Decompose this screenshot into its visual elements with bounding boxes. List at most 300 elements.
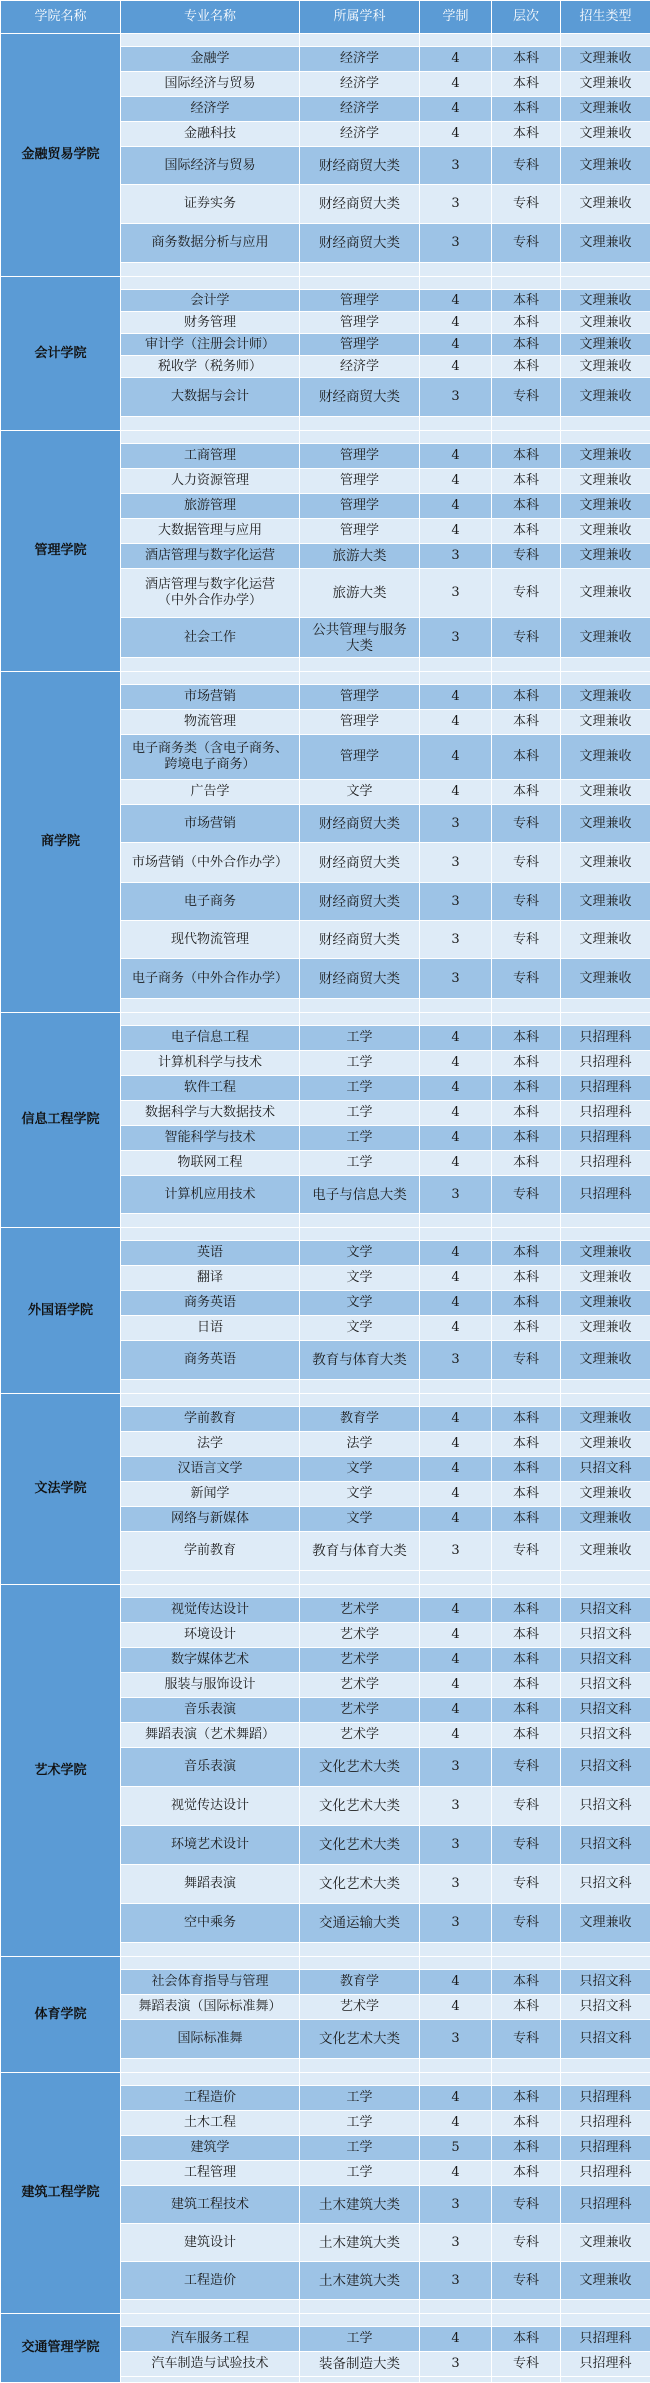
- subject-name: [300, 544, 420, 569]
- major-name-text: 舞蹈表演（艺术舞蹈）: [145, 1727, 275, 1742]
- major-name: [121, 805, 300, 843]
- spacer-cell: [420, 417, 492, 431]
- spacer-cell: [492, 2300, 561, 2314]
- spacer-cell: [561, 431, 650, 444]
- enroll-type: 文理兼收: [561, 1241, 650, 1266]
- level-value: 本科: [492, 1673, 561, 1698]
- spacer-cell: [121, 1013, 300, 1026]
- spacer-cell: [121, 1228, 300, 1241]
- subject-name-text: 工学: [346, 1130, 372, 1145]
- level-value: 专科: [492, 2186, 561, 2224]
- major-name: [121, 1101, 300, 1126]
- subject-name: [300, 1865, 420, 1904]
- college-name: 交通管理学院: [1, 2314, 121, 2383]
- major-name: [121, 1076, 300, 1101]
- subject-name: [300, 519, 420, 544]
- spacer-cell: [561, 1943, 650, 1957]
- spacer-cell: [492, 431, 561, 444]
- years-value: 4: [420, 1623, 492, 1648]
- subject-name: [300, 378, 420, 417]
- subject-name: [300, 122, 420, 147]
- major-name: [121, 569, 300, 618]
- subject-name: [300, 1316, 420, 1341]
- level-value: 本科: [492, 685, 561, 710]
- level-value: 专科: [492, 1176, 561, 1214]
- major-name-text: 大数据管理与应用: [158, 523, 262, 538]
- spacer-cell: [121, 1394, 300, 1407]
- subject-name: [300, 1904, 420, 1943]
- subject-name: [300, 618, 420, 658]
- years-value: 4: [420, 1432, 492, 1457]
- subject-name-text: 艺术学: [340, 1602, 379, 1617]
- years-value: 3: [420, 1904, 492, 1943]
- spacer-cell: [561, 999, 650, 1013]
- subject-name-text: 教育学: [340, 1411, 379, 1426]
- subject-name-text: 工学: [346, 2140, 372, 2155]
- subject-name-text: 文化艺术大类: [319, 1876, 400, 1892]
- subject-name: [300, 1748, 420, 1787]
- enroll-type: 文理兼收: [561, 1904, 650, 1943]
- subject-name-text: 文化艺术大类: [319, 2031, 400, 2047]
- college-name: 体育学院: [1, 1957, 121, 2073]
- major-name: [121, 47, 300, 72]
- years-value: 4: [420, 356, 492, 378]
- enroll-type: 文理兼收: [561, 618, 650, 658]
- header-subject: 所属学科: [300, 1, 420, 34]
- level-value: 本科: [492, 97, 561, 122]
- subject-name-text: 工学: [346, 1155, 372, 1170]
- major-name: [121, 544, 300, 569]
- years-value: 3: [420, 569, 492, 618]
- spacer-cell: [492, 417, 561, 431]
- spacer-cell: [420, 1228, 492, 1241]
- years-value: 4: [420, 1482, 492, 1507]
- subject-name: [300, 1598, 420, 1623]
- subject-name: [300, 1076, 420, 1101]
- enroll-type: 文理兼收: [561, 780, 650, 805]
- major-name: [121, 122, 300, 147]
- subject-name: [300, 1432, 420, 1457]
- major-name: [121, 2161, 300, 2186]
- subject-name-text: 艺术学: [340, 1627, 379, 1642]
- header-row: [1, 1, 650, 34]
- subject-name-text: 经济学: [340, 101, 379, 116]
- subject-name-text: 管理学: [340, 293, 379, 308]
- subject-name-text: 财经商贸大类: [319, 932, 400, 948]
- subject-name-text: 艺术学: [340, 1999, 379, 2014]
- enroll-type: 文理兼收: [561, 883, 650, 921]
- subject-name: [300, 1026, 420, 1051]
- enroll-type: 只招理科: [561, 1051, 650, 1076]
- spacer-cell: [300, 2377, 420, 2383]
- major-name-text: 金融科技: [184, 126, 236, 141]
- enroll-type: 文理兼收: [561, 544, 650, 569]
- spacer-cell: [561, 1585, 650, 1598]
- spacer-row: [1, 1394, 650, 1407]
- level-value: 专科: [492, 2262, 561, 2300]
- subject-name: [300, 224, 420, 263]
- subject-name: [300, 1507, 420, 1532]
- major-name-text: 市场营销: [184, 816, 236, 831]
- major-name: [121, 1598, 300, 1623]
- spacer-cell: [300, 2300, 420, 2314]
- spacer-cell: [121, 2073, 300, 2086]
- spacer-cell: [300, 417, 420, 431]
- spacer-cell: [420, 672, 492, 685]
- subject-name: [300, 2352, 420, 2377]
- subject-name: [300, 494, 420, 519]
- enroll-type: 只招文科: [561, 1723, 650, 1748]
- enroll-type: 只招文科: [561, 1457, 650, 1482]
- level-value: 专科: [492, 843, 561, 883]
- spacer-cell: [420, 1394, 492, 1407]
- major-name-text: 商务英语: [184, 1295, 236, 1310]
- years-value: 3: [420, 224, 492, 263]
- major-name-text: 人力资源管理: [171, 473, 249, 488]
- years-value: 4: [420, 519, 492, 544]
- spacer-row: [1, 1585, 650, 1598]
- subject-name: [300, 1623, 420, 1648]
- spacer-cell: [300, 1228, 420, 1241]
- level-value: 专科: [492, 185, 561, 224]
- level-value: 专科: [492, 805, 561, 843]
- major-name-text: 电子信息工程: [171, 1030, 249, 1045]
- years-value: 3: [420, 2352, 492, 2377]
- subject-name-text: 管理学: [340, 749, 379, 764]
- level-value: 本科: [492, 2086, 561, 2111]
- spacer-cell: [121, 999, 300, 1013]
- spacer-cell: [492, 1214, 561, 1228]
- subject-name-text: 土木建筑大类: [319, 2197, 400, 2213]
- years-value: 4: [420, 1648, 492, 1673]
- spacer-cell: [492, 277, 561, 290]
- enroll-type: 只招理科: [561, 1176, 650, 1214]
- major-name-text: 商务英语: [184, 1352, 236, 1367]
- major-name: [121, 2186, 300, 2224]
- major-name: [121, 780, 300, 805]
- years-value: 4: [420, 685, 492, 710]
- major-name-text: 英语: [197, 1245, 223, 1260]
- level-value: 专科: [492, 2352, 561, 2377]
- major-name: [121, 2136, 300, 2161]
- major-name: [121, 1648, 300, 1673]
- enroll-type: 文理兼收: [561, 47, 650, 72]
- major-name: [121, 2327, 300, 2352]
- major-name: [121, 147, 300, 185]
- enroll-type: 只招理科: [561, 2161, 650, 2186]
- years-value: 3: [420, 959, 492, 999]
- enroll-type: 文理兼收: [561, 378, 650, 417]
- years-value: 4: [420, 1407, 492, 1432]
- years-value: 3: [420, 185, 492, 224]
- subject-name: [300, 843, 420, 883]
- subject-name: [300, 2136, 420, 2161]
- subject-name: [300, 685, 420, 710]
- major-name: [121, 843, 300, 883]
- enroll-type: 文理兼收: [561, 1532, 650, 1571]
- major-name-text: 视觉传达设计: [171, 1798, 249, 1813]
- major-name-text: 舞蹈表演（国际标准舞）: [138, 1999, 281, 2014]
- subject-name-text: 财经商贸大类: [319, 894, 400, 910]
- spacer-cell: [561, 1013, 650, 1026]
- major-name-text: 酒店管理与数字化运营: [145, 577, 275, 592]
- subject-name: [300, 805, 420, 843]
- spacer-cell: [420, 2073, 492, 2086]
- years-value: 3: [420, 544, 492, 569]
- major-name-text: 数字媒体艺术: [171, 1652, 249, 1667]
- major-name-text: 广告学: [190, 784, 229, 799]
- spacer-cell: [300, 34, 420, 47]
- major-name-text: 汽车服务工程: [171, 2331, 249, 2346]
- years-value: 4: [420, 1126, 492, 1151]
- years-value: 4: [420, 122, 492, 147]
- major-name: [121, 1341, 300, 1380]
- subject-name: [300, 1126, 420, 1151]
- spacer-cell: [300, 1957, 420, 1970]
- subject-name-text: 艺术学: [340, 1727, 379, 1742]
- major-name: [121, 1126, 300, 1151]
- subject-name: [300, 97, 420, 122]
- years-value: 4: [420, 1316, 492, 1341]
- subject-name: [300, 1291, 420, 1316]
- subject-name: [300, 1532, 420, 1571]
- subject-name-text: 管理学: [340, 523, 379, 538]
- major-name: [121, 710, 300, 735]
- subject-name-text: 工学: [346, 2331, 372, 2346]
- spacer-cell: [121, 263, 300, 277]
- subject-name: [300, 1266, 420, 1291]
- enroll-type: 文理兼收: [561, 97, 650, 122]
- enroll-type: 文理兼收: [561, 735, 650, 780]
- spacer-cell: [561, 672, 650, 685]
- enroll-type: 文理兼收: [561, 710, 650, 735]
- subject-name: [300, 710, 420, 735]
- level-value: 专科: [492, 921, 561, 959]
- major-name: [121, 2111, 300, 2136]
- subject-name-text: 教育与体育大类: [312, 1352, 407, 1368]
- enroll-type: 只招理科: [561, 1076, 650, 1101]
- spacer-cell: [121, 1571, 300, 1585]
- spacer-cell: [300, 1214, 420, 1228]
- major-name-text: 建筑学: [190, 2140, 229, 2155]
- subject-name-text: 管理学: [340, 448, 379, 463]
- subject-name-text: 文学: [346, 1270, 372, 1285]
- subject-name-text: 经济学: [340, 359, 379, 374]
- spacer-cell: [121, 1380, 300, 1394]
- college-name: 外国语学院: [1, 1228, 121, 1394]
- major-name: [121, 1151, 300, 1176]
- years-value: 4: [420, 1101, 492, 1126]
- major-name-text: 建筑工程技术: [171, 2197, 249, 2212]
- major-name: [121, 1507, 300, 1532]
- spacer-cell: [300, 431, 420, 444]
- enroll-type: 只招理科: [561, 1151, 650, 1176]
- spacer-cell: [300, 277, 420, 290]
- subject-name: [300, 1176, 420, 1214]
- spacer-cell: [121, 431, 300, 444]
- major-name-text: 工程造价: [184, 2090, 236, 2105]
- level-value: 本科: [492, 122, 561, 147]
- level-value: 本科: [492, 312, 561, 334]
- subject-name: [300, 1101, 420, 1126]
- subject-name: [300, 2086, 420, 2111]
- major-name-text: 日语: [197, 1320, 223, 1335]
- enroll-type: 文理兼收: [561, 959, 650, 999]
- major-name-text: 市场营销: [184, 689, 236, 704]
- enroll-type: 文理兼收: [561, 519, 650, 544]
- level-value: 专科: [492, 883, 561, 921]
- years-value: 4: [420, 2111, 492, 2136]
- major-name: [121, 735, 300, 780]
- level-value: 专科: [492, 2224, 561, 2262]
- enroll-type: 文理兼收: [561, 72, 650, 97]
- level-value: 本科: [492, 780, 561, 805]
- spacer-cell: [420, 1214, 492, 1228]
- major-name-text: 音乐表演: [184, 1759, 236, 1774]
- major-name-text: 社会工作: [184, 630, 236, 645]
- enroll-type: 文理兼收: [561, 569, 650, 618]
- level-value: 本科: [492, 469, 561, 494]
- enroll-type: 文理兼收: [561, 805, 650, 843]
- college-name: 金融贸易学院: [1, 34, 121, 277]
- spacer-cell: [420, 431, 492, 444]
- spacer-cell: [420, 34, 492, 47]
- years-value: 4: [420, 2327, 492, 2352]
- spacer-cell: [420, 1957, 492, 1970]
- spacer-cell: [420, 1013, 492, 1026]
- subject-name: [300, 2262, 420, 2300]
- spacer-cell: [420, 1943, 492, 1957]
- major-name: [121, 2224, 300, 2262]
- spacer-cell: [492, 672, 561, 685]
- major-name: [121, 494, 300, 519]
- major-name: [121, 1432, 300, 1457]
- subject-name: [300, 1151, 420, 1176]
- major-name-text: 现代物流管理: [171, 932, 249, 947]
- subject-name-text: 文学: [346, 1486, 372, 1501]
- subject-name-text: 财经商贸大类: [319, 235, 400, 251]
- years-value: 3: [420, 378, 492, 417]
- years-value: 4: [420, 1241, 492, 1266]
- subject-name: [300, 2020, 420, 2059]
- subject-name-text: 工学: [346, 1105, 372, 1120]
- subject-name-text: 文学: [346, 784, 372, 799]
- subject-name-text: 旅游大类: [333, 548, 387, 564]
- enroll-type: 文理兼收: [561, 1266, 650, 1291]
- level-value: 专科: [492, 1865, 561, 1904]
- subject-name: [300, 921, 420, 959]
- subject-name: [300, 1482, 420, 1507]
- major-name: [121, 1904, 300, 1943]
- spacer-cell: [121, 2314, 300, 2327]
- spacer-row: [1, 1228, 650, 1241]
- subject-name: [300, 1407, 420, 1432]
- spacer-cell: [492, 999, 561, 1013]
- years-value: 3: [420, 921, 492, 959]
- enroll-type: 文理兼收: [561, 1482, 650, 1507]
- spacer-cell: [492, 1571, 561, 1585]
- enroll-type: 文理兼收: [561, 469, 650, 494]
- enroll-type: 文理兼收: [561, 1407, 650, 1432]
- level-value: 本科: [492, 2111, 561, 2136]
- level-value: 本科: [492, 1698, 561, 1723]
- spacer-cell: [492, 1957, 561, 1970]
- subject-name-text: 工学: [346, 1030, 372, 1045]
- spacer-cell: [300, 1585, 420, 1598]
- years-value: 4: [420, 444, 492, 469]
- major-name: [121, 1407, 300, 1432]
- years-value: 5: [420, 2136, 492, 2161]
- major-name-text: 社会体育指导与管理: [151, 1974, 268, 1989]
- enroll-type: 只招理科: [561, 1126, 650, 1151]
- years-value: 4: [420, 290, 492, 312]
- major-name-text: 财务管理: [184, 315, 236, 330]
- subject-name-text: 电子与信息大类: [312, 1187, 407, 1203]
- major-name: [121, 1241, 300, 1266]
- enroll-type: 文理兼收: [561, 224, 650, 263]
- enroll-type: 文理兼收: [561, 921, 650, 959]
- spacer-cell: [420, 1571, 492, 1585]
- major-name: [121, 97, 300, 122]
- spacer-row: [1, 431, 650, 444]
- subject-name: [300, 1995, 420, 2020]
- spacer-cell: [300, 1394, 420, 1407]
- subject-name: [300, 1241, 420, 1266]
- major-name: [121, 444, 300, 469]
- enroll-type: 只招理科: [561, 2136, 650, 2161]
- level-value: 本科: [492, 1970, 561, 1995]
- subject-name: [300, 185, 420, 224]
- subject-name-text: 管理学: [340, 498, 379, 513]
- subject-name: [300, 1673, 420, 1698]
- level-value: 专科: [492, 1787, 561, 1826]
- spacer-row: [1, 672, 650, 685]
- years-value: 3: [420, 147, 492, 185]
- years-value: 3: [420, 1532, 492, 1571]
- spacer-cell: [300, 1943, 420, 1957]
- years-value: 4: [420, 1151, 492, 1176]
- level-value: 本科: [492, 1291, 561, 1316]
- level-value: 本科: [492, 2327, 561, 2352]
- major-name-text: 新闻学: [190, 1486, 229, 1501]
- spacer-cell: [300, 2073, 420, 2086]
- enroll-type: 文理兼收: [561, 2262, 650, 2300]
- level-value: 本科: [492, 1266, 561, 1291]
- subject-name-text: 文化艺术大类: [319, 1837, 400, 1853]
- major-name-text: 空中乘务: [184, 1915, 236, 1930]
- major-name: [121, 185, 300, 224]
- enroll-type: 只招文科: [561, 1970, 650, 1995]
- enroll-type: 只招文科: [561, 1648, 650, 1673]
- major-name: [121, 1316, 300, 1341]
- level-value: 本科: [492, 494, 561, 519]
- major-name: [121, 224, 300, 263]
- spacer-cell: [420, 2300, 492, 2314]
- spacer-cell: [121, 277, 300, 290]
- years-value: 4: [420, 1995, 492, 2020]
- spacer-cell: [300, 2314, 420, 2327]
- major-name-text: 大数据与会计: [171, 389, 249, 404]
- enroll-type: 文理兼收: [561, 1316, 650, 1341]
- years-value: 3: [420, 1865, 492, 1904]
- major-name: [121, 2262, 300, 2300]
- major-name-text: 汽车制造与试验技术: [151, 2356, 268, 2371]
- enroll-type: 文理兼收: [561, 122, 650, 147]
- spacer-cell: [121, 672, 300, 685]
- years-value: 4: [420, 494, 492, 519]
- subject-name-text: 财经商贸大类: [319, 158, 400, 174]
- enroll-type: 只招理科: [561, 1026, 650, 1051]
